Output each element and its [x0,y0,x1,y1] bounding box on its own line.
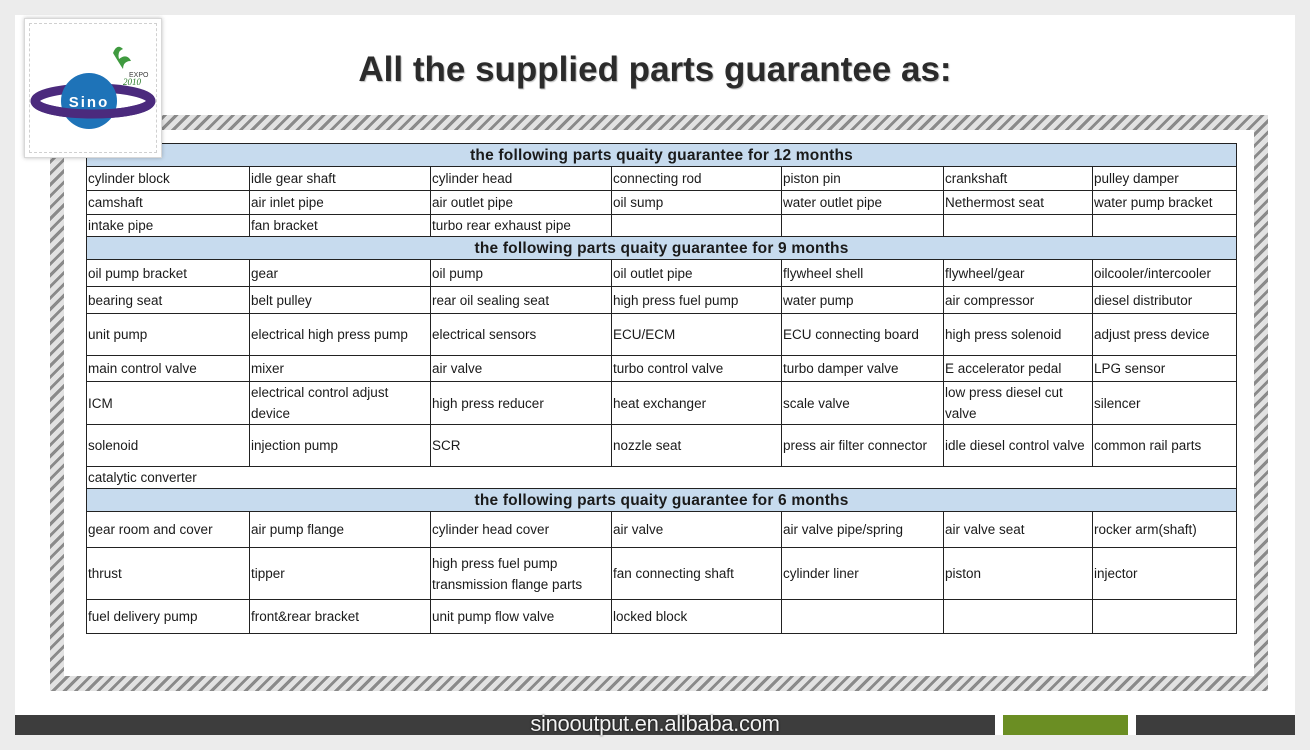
part-cell: belt pulley [250,287,431,314]
part-cell: cylinder head cover [431,512,612,548]
part-cell: adjust press device [1093,314,1237,356]
part-cell: mixer [250,356,431,382]
part-cell: air inlet pipe [250,191,431,215]
part-cell: cylinder head [431,167,612,191]
part-cell: LPG sensor [1093,356,1237,382]
sino-logo-graphic [25,19,161,157]
part-cell: tipper [250,548,431,600]
part-cell: unit pump flow valve [431,600,612,634]
part-cell: electrical control adjust device [250,382,431,425]
part-cell [944,215,1093,237]
part-cell: scale valve [782,382,944,425]
part-cell: cylinder block [87,167,250,191]
part-cell: nozzle seat [612,425,782,467]
part-cell: unit pump [87,314,250,356]
table-row [87,425,1237,467]
part-cell [944,600,1093,634]
part-cell: oil outlet pipe [612,260,782,287]
table-row [87,314,1237,356]
part-cell: press air filter connector [782,425,944,467]
part-cell: solenoid [87,425,250,467]
part-cell: air valve seat [944,512,1093,548]
part-cell: camshaft [87,191,250,215]
table-row [87,512,1237,548]
part-cell: air valve [612,512,782,548]
logo-brand-text: Sino [68,94,110,111]
logo-expo-text: EXPO [129,72,149,79]
part-cell: locked block [612,600,782,634]
part-cell: silencer [1093,382,1237,425]
part-cell: air outlet pipe [431,191,612,215]
part-cell: thrust [87,548,250,600]
part-cell: air valve pipe/spring [782,512,944,548]
section-header-row [87,144,1237,167]
part-cell: electrical sensors [431,314,612,356]
table-row [87,167,1237,191]
part-cell: oil pump [431,260,612,287]
page-title: All the supplied parts guarantee as: [358,50,952,89]
logo-expo-mascot [113,47,131,69]
table-row [87,356,1237,382]
table-row [87,287,1237,314]
part-cell: common rail parts [1093,425,1237,467]
section-heading: the following parts quaity guarantee for 6 months [87,489,1237,512]
part-cell: idle diesel control valve [944,425,1093,467]
part-cell: ECU/ECM [612,314,782,356]
part-cell: air compressor [944,287,1093,314]
part-cell: water pump bracket [1093,191,1237,215]
part-cell: oil sump [612,191,782,215]
part-cell: high press reducer [431,382,612,425]
section-heading: the following parts quaity guarantee for 12 months [87,144,1237,167]
table-row [87,215,1237,237]
table-row [87,467,1237,489]
part-cell: turbo damper valve [782,356,944,382]
part-cell: oilcooler/intercooler [1093,260,1237,287]
part-cell: air pump flange [250,512,431,548]
part-cell: pulley damper [1093,167,1237,191]
section-header-row [87,489,1237,512]
part-cell: bearing seat [87,287,250,314]
part-cell: injector [1093,548,1237,600]
table-row [87,600,1237,634]
part-cell: rocker arm(shaft) [1093,512,1237,548]
part-cell: E accelerator pedal [944,356,1093,382]
part-cell: rear oil sealing seat [431,287,612,314]
part-cell: flywheel/gear [944,260,1093,287]
part-cell: water pump [782,287,944,314]
part-cell: oil pump bracket [87,260,250,287]
part-cell: catalytic converter [87,467,1237,489]
part-cell: ECU connecting board [782,314,944,356]
part-cell: main control valve [87,356,250,382]
part-cell: water outlet pipe [782,191,944,215]
part-cell: low press diesel cut valve [944,382,1093,425]
part-cell: high press solenoid [944,314,1093,356]
part-cell: air valve [431,356,612,382]
part-cell: cylinder liner [782,548,944,600]
part-cell: intake pipe [87,215,250,237]
table-row [87,191,1237,215]
part-cell: high press fuel pump transmission flange parts [431,548,612,600]
part-cell: SCR [431,425,612,467]
part-cell [782,600,944,634]
part-cell: diesel distributor [1093,287,1237,314]
table-row [87,548,1237,600]
part-cell: front&rear bracket [250,600,431,634]
parts-table-body [87,144,1237,634]
part-cell: connecting rod [612,167,782,191]
table-row [87,260,1237,287]
part-cell [782,215,944,237]
part-cell: crankshaft [944,167,1093,191]
part-cell: turbo control valve [612,356,782,382]
part-cell [612,215,782,237]
section-heading: the following parts quaity guarantee for 9 months [87,237,1237,260]
logo-year-text: 2010 [123,77,141,87]
section-header-row [87,237,1237,260]
part-cell: flywheel shell [782,260,944,287]
part-cell: fan connecting shaft [612,548,782,600]
part-cell: electrical high press pump [250,314,431,356]
part-cell: high press fuel pump [612,287,782,314]
table-row [87,382,1237,425]
part-cell: injection pump [250,425,431,467]
part-cell: gear [250,260,431,287]
footer-url: sinooutput.en.alibaba.com [530,711,780,736]
part-cell: idle gear shaft [250,167,431,191]
part-cell: heat exchanger [612,382,782,425]
part-cell: turbo rear exhaust pipe [431,215,612,237]
parts-guarantee-table [86,143,1237,634]
part-cell: Nethermost seat [944,191,1093,215]
part-cell [1093,600,1237,634]
part-cell [1093,215,1237,237]
part-cell: fuel delivery pump [87,600,250,634]
part-cell: gear room and cover [87,512,250,548]
sino-logo [24,18,162,158]
part-cell: piston pin [782,167,944,191]
part-cell: ICM [87,382,250,425]
part-cell: fan bracket [250,215,431,237]
part-cell: piston [944,548,1093,600]
